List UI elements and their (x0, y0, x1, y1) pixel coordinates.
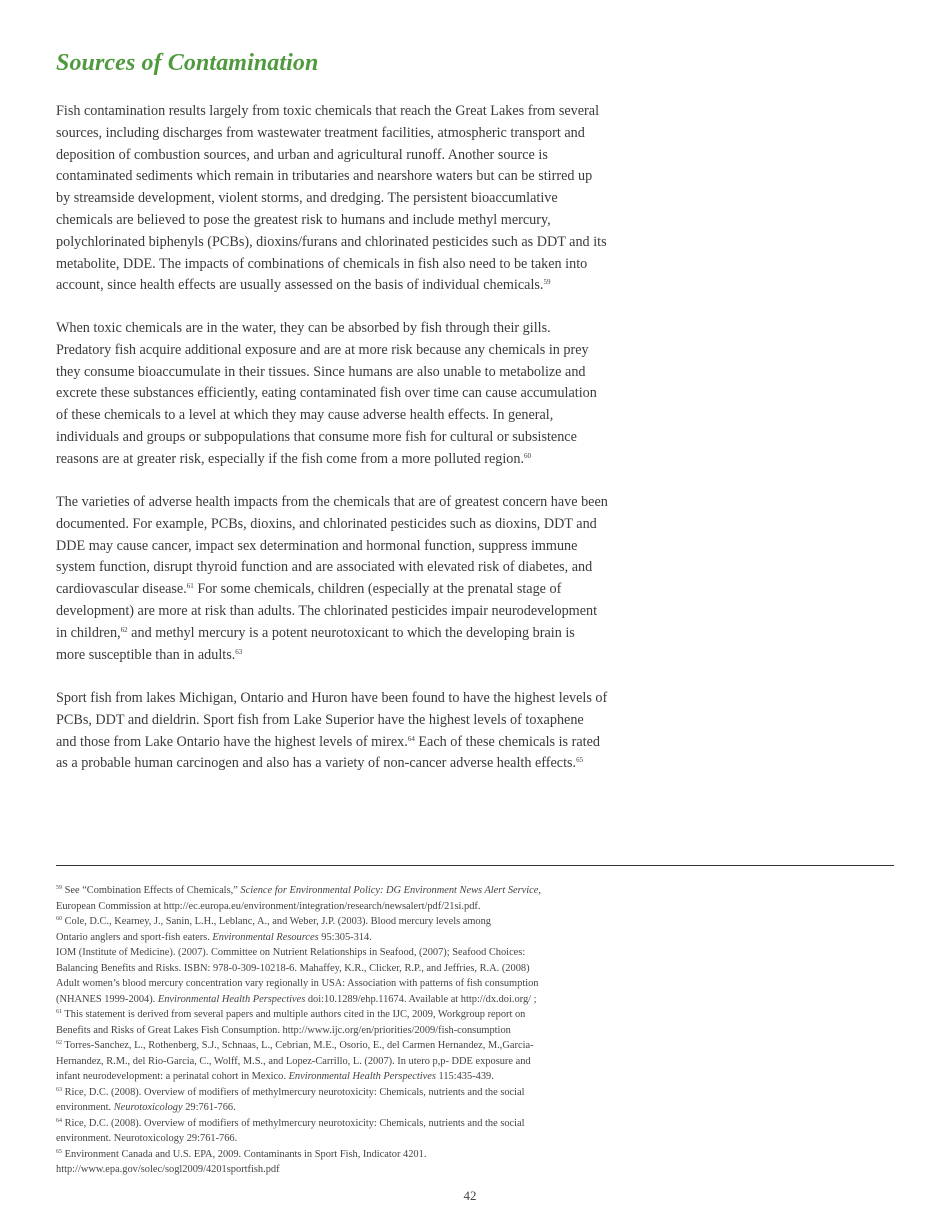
body-line: metabolite, DDE. The impacts of combinations of chemicals in fish also need to be taken into (56, 255, 588, 272)
footnote-text: 115:435-439. (435, 1071, 494, 1082)
body-text: in children, (56, 624, 121, 641)
body-line: sources, including discharges from wastewater treatment facilities, atmospheric transport and (56, 124, 585, 141)
body-text: more susceptible than in adults. (56, 646, 236, 663)
body-line (56, 275, 636, 297)
body-line: DDE may cause cancer, impact sex determination and hormonal function, suppress immune (56, 537, 578, 554)
body-line: Fish contamination results largely from toxic chemicals that reach the Great Lakes from several (56, 103, 600, 119)
footnote-source: Environmental Resources (212, 931, 319, 943)
footnote-line (56, 1069, 676, 1085)
footnote-number: 65 (56, 1148, 62, 1155)
body-line (56, 449, 636, 471)
paragraph-3 (56, 492, 636, 666)
body-line (56, 645, 636, 667)
footnote-ref-65[interactable]: 65 (576, 756, 584, 765)
footnote-number: 64 (56, 1117, 62, 1124)
section-heading: Sources of Contamination (56, 50, 319, 76)
body-text: Each of these chemicals is rated (414, 733, 600, 750)
footnote-62 (56, 1038, 676, 1054)
footnote-64 (56, 1116, 676, 1132)
paragraph-2 (56, 318, 636, 471)
footnote-line: Benefits and Risks of Great Lakes Fish Consumption. http://www.ijc.org/en/priorities/2009/fish-consumption (56, 1024, 511, 1036)
body-text: account, since health effects are usually assessed on the basis of individual chemicals. (56, 277, 544, 294)
footnote-ref-63[interactable]: 63 (235, 647, 243, 656)
body-line: Predatory fish acquire additional exposure and are at more risk because any chemicals in prey (56, 341, 589, 358)
body-line: Sport fish from lakes Michigan, Ontario and Huron have been found to have the highest levels of (56, 690, 608, 706)
body-line: chemicals are believed to pose the greatest risk to humans and include methyl mercury, (56, 211, 551, 228)
footnote-ref-64[interactable]: 64 (407, 734, 415, 743)
footnote-text: infant neurodevelopment: a perinatal cohort in Mexico. (56, 1071, 289, 1082)
footnote-source: Environmental Health Perspectives (157, 993, 306, 1005)
footnote-link[interactable]: http://www.epa.gov/solec/sogl2009/4201sportfish.pdf (56, 1164, 280, 1175)
footnote-line: Balancing Benefits and Risks. ISBN: 978-0-309-10218-6. Mahaffey, K.R., Clicker, R.P., and Jeffries, R.A. (2008) (56, 962, 530, 974)
footnote-number: 60 (56, 916, 62, 922)
footnote-source: Neurotoxicology (113, 1102, 183, 1113)
body-line: development) are more at risk than adults. The chlorinated pesticides impair neurodevelopment (56, 602, 598, 619)
body-line: The varieties of adverse health impacts from the chemicals that are of greatest concern have been (56, 494, 608, 510)
footnote-line: environment. Neurotoxicology 29:761-766. (56, 1133, 238, 1144)
footnote-65 (56, 1147, 676, 1163)
footnote-line (56, 992, 676, 1008)
footnote-source: Environmental Health Perspectives (288, 1071, 436, 1082)
paragraph-1 (56, 101, 636, 297)
footnote-line: IOM (Institute of Medicine). (2007). Committee on Nutrient Relationships in Seafood, (2007); Seafood Choices: (56, 947, 526, 958)
footnote-number: 59 (56, 885, 62, 891)
body-line (56, 623, 636, 645)
footnote-line: Adult women’s blood mercury concentration vary regionally in USA: Association with patterns of fish consumption (56, 978, 539, 989)
footnote-text: Torres-Sanchez, L., Rothenberg, S.J., Schnaas, L., Cebrian, M.E., Osorio, E., del Carmen Hernandez, M.,Garcia- (62, 1040, 534, 1051)
body-line: documented. For example, PCBs, dioxins, and chlorinated pesticides such as dioxins, DDT and (56, 515, 597, 532)
page-number: 42 (463, 1188, 477, 1203)
body-line: polychlorinated biphenyls (PCBs), dioxins/furans and chlorinated pesticides such as DDT and its (56, 233, 607, 250)
footnote-text: 29:761-766. (182, 1102, 236, 1113)
footnote-text: doi:10.1289/ehp.11674. Available at http://dx.doi.org/ ; (305, 993, 537, 1005)
footnote-ref-60[interactable]: 60 (524, 451, 532, 460)
footnote-text: Rice, D.C. (2008). Overview of modifiers of methylmercury neurotoxicity: Chemicals, nutrients and the social (62, 1086, 525, 1098)
body-text: and methyl mercury is a potent neurotoxicant to which the developing brain is (127, 624, 575, 641)
footnote-text: See “Combination Effects of Chemicals,” (62, 885, 241, 896)
footnote-line: European Commission at http://ec.europa.eu/environment/integration/research/newsalert/pdf/21si.pdf. (56, 900, 481, 912)
body-line: excrete these substances efficiently, eating contaminated fish over time can cause accumulation (56, 385, 597, 402)
body-line (56, 579, 636, 601)
footnote-text: This statement is derived from several papers and multiple authors cited in the IJC, 2009, Workgroup report on (62, 1009, 526, 1020)
footnote-60 (56, 914, 676, 930)
body-text: reasons are at greater risk, especially if the fish come from a more polluted region. (56, 450, 525, 467)
body-text: as a probable human carcinogen and also has a variety of non-cancer adverse health effects. (56, 755, 577, 772)
body-line: individuals and groups or subpopulations that consume more fish for cultural or subsistence (56, 428, 577, 445)
body-line: of these chemicals to a level at which they may cause adverse health effects. In general, (56, 407, 554, 424)
body-line: PCBs, DDT and dieldrin. Sport fish from Lake Superior have the highest levels of toxaphene (56, 711, 584, 728)
footnote-text: Ontario anglers and sport-fish eaters. (56, 931, 213, 943)
footnote-number: 63 (56, 1086, 62, 1093)
footnote-text: Rice, D.C. (2008). Overview of modifiers of methylmercury neurotoxicity: Chemicals, nutrients and the social (62, 1117, 525, 1129)
footnote-number: 61 (56, 1009, 62, 1015)
body-line: by streamside development, violent storms, and dredging. The persistent bioaccumlative (56, 190, 558, 207)
footnote-line (56, 1100, 676, 1116)
paragraph-4 (56, 688, 636, 775)
footnote-ref-62[interactable]: 62 (120, 625, 128, 634)
footnote-source: Science for Environmental Policy: DG Environment News Alert Service, (240, 885, 541, 896)
footnote-61 (56, 1007, 676, 1023)
body-line: contaminated sediments which remain in tributaries and nearshore waters but can be stirred up (56, 168, 593, 185)
footnote-line: Hernandez, R.M., del Rio-Garcia, C., Wolff, M.S., and Lopez-Carrillo, L. (2007). In utero p,p- DDE exposure and (56, 1055, 531, 1067)
footnote-ref-59[interactable]: 59 (543, 278, 551, 287)
footnote-59 (56, 883, 676, 899)
footnote-text: 95:305-314. (318, 931, 372, 943)
footnote-number: 62 (56, 1040, 62, 1046)
body-line: deposition of combustion sources, and urban and agricultural runoff. Another source is (56, 146, 548, 163)
body-text: cardiovascular disease. (56, 581, 187, 598)
body-line: they consume bioaccumulate in their tissues. Since humans are also unable to metabolize and (56, 363, 586, 380)
footnote-text: environment. (56, 1102, 114, 1113)
body-line (56, 732, 636, 754)
body-line: system function, disrupt thyroid function and are associated with elevated risk of diabetes, and (56, 559, 593, 576)
footnotes (56, 883, 676, 1178)
body-text: For some chemicals, children (especially at the prenatal stage of (193, 581, 562, 598)
footnote-divider (56, 865, 894, 866)
footnote-line (56, 930, 676, 946)
body-line (56, 753, 636, 775)
footnote-text: (NHANES 1999-2004). (56, 993, 158, 1005)
body-line: When toxic chemicals are in the water, they can be absorbed by fish through their gills. (56, 320, 551, 336)
footnote-63 (56, 1085, 676, 1101)
footnote-text: Environment Canada and U.S. EPA, 2009. Contaminants in Sport Fish, Indicator 4201. (62, 1148, 427, 1160)
footnote-text: Cole, D.C., Kearney, J., Sanin, L.H., Leblanc, A., and Weber, J.P. (2003). Blood mercury levels among (62, 916, 492, 927)
body-text: and those from Lake Ontario have the highest levels of mirex. (56, 733, 408, 750)
footnote-ref-61[interactable]: 61 (186, 582, 194, 591)
